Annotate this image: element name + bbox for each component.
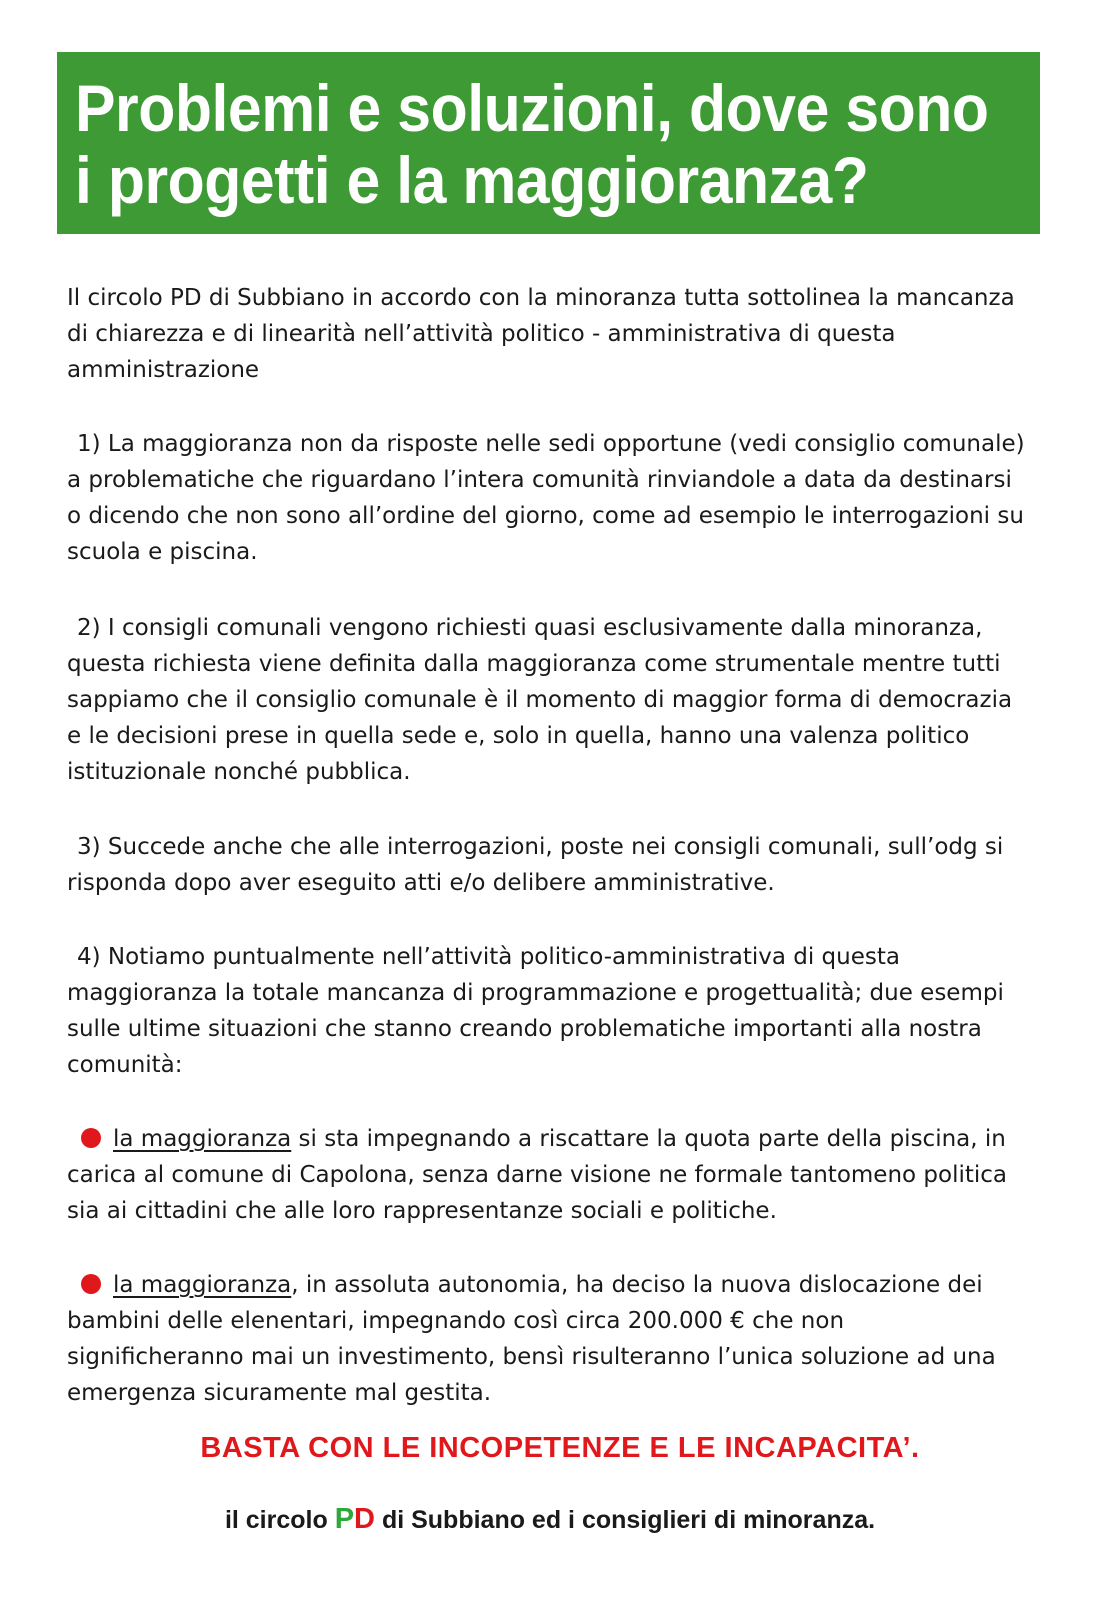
point-4-text: Notiamo puntualmente nell’attività politico-amministrativa di questa maggioranza la totale mancanza di programmazione e progettualità; due esempi sulle ultime situazioni che stanno creando problematiche importanti alla nostra comunità: <box>67 944 1004 1078</box>
page-title <box>75 72 1073 216</box>
point-2-text: I consigli comunali vengono richiesti quasi esclusivamente dalla minoranza, questa richiesta viene definita dalla maggioranza come strumentale mentre tutti sappiamo che il consiglio comunale è il momento di maggior forma di democrazia e le decisioni prese in quella sede e, solo in quella, hanno una valenza politico istituzionale nonché pubblica. <box>67 615 1013 785</box>
bullet-2-lead: la maggioranza <box>113 1272 292 1298</box>
point-4-number: 4) <box>77 944 101 970</box>
bullet-item-2 <box>67 1267 1027 1411</box>
signature-prefix: il circolo <box>224 1506 335 1534</box>
bullet-1-text: si sta impegnando a riscattare la quota parte della piscina, in carica al comune di Capolona, senza darne visione ne formale tantomeno politica sia ai cittadini che alle loro rappresentanze sociali e politiche. <box>67 1126 1008 1224</box>
signature-suffix: di Subbiano ed i consiglieri di minoranza. <box>375 1506 876 1534</box>
intro-paragraph: Il circolo PD di Subbiano in accordo con la minoranza tutta sottolinea la mancanza di chiarezza e di linearità nell’attività politico - amministrativa di questa amministrazione <box>67 285 1015 383</box>
slogan: BASTA CON LE INCOPETENZE E LE INCAPACITA’. <box>200 1432 920 1464</box>
pd-logo-p: P <box>334 1503 355 1535</box>
point-2 <box>67 610 1027 790</box>
point-3-text: Succede anche che alle interrogazioni, poste nei consigli comunali, sull’odg si risponda dopo aver eseguito atti e/o delibere amministrative. <box>67 834 1004 896</box>
pd-logo-d: D <box>354 1503 375 1535</box>
bullet-item-1 <box>67 1121 1027 1229</box>
red-bullet-icon <box>81 1274 101 1294</box>
red-bullet-icon <box>81 1128 101 1148</box>
point-3-number: 3) <box>77 834 101 860</box>
title-banner <box>57 52 1040 234</box>
title-line-1: Problemi e soluzioni, dove sono <box>75 71 989 145</box>
signature <box>0 1503 1100 1536</box>
point-1-text: La maggioranza non da risposte nelle sedi opportune (vedi consiglio comunale) a problematiche che riguardano l’intera comunità rinviandole a data da destinarsi o dicendo che non sono all’ordine del giorno, come ad esempio le interrogazioni su scuola e piscina. <box>67 431 1025 565</box>
point-1 <box>67 426 1027 570</box>
point-3 <box>67 829 1027 901</box>
title-line-2: i progetti e la maggioranza? <box>75 143 869 217</box>
point-1-number: 1) <box>77 431 101 457</box>
bullet-1-lead: la maggioranza <box>113 1126 292 1152</box>
point-2-number: 2) <box>77 615 101 641</box>
bullet-2-text: , in assoluta autonomia, ha deciso la nuova dislocazione dei bambini delle elenentari, impegnando così circa 200.000 € che non significheranno mai un investimento, bensì risulteranno l’unica soluzione ad una emergenza sicuramente mal gestita. <box>67 1272 996 1406</box>
point-4 <box>67 939 1027 1083</box>
